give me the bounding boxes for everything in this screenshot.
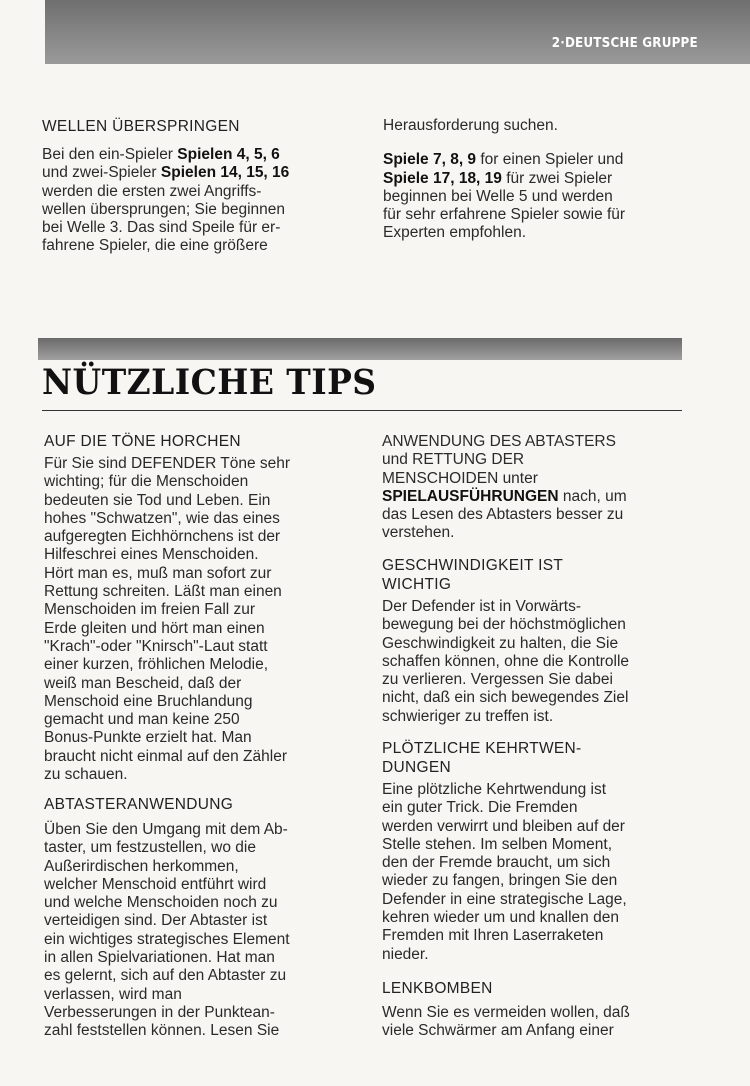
section-label: 2·DEUTSCHE GRUPPE [551, 36, 698, 51]
body-text: Wenn Sie es vermeiden wollen, daß viele Schwärmer am Anfang einer [382, 1004, 630, 1040]
emphasis-text: Spiele 17, 18, 19 [383, 169, 502, 187]
body-text: nach, um das Lesen des Abtasters besser zu verstehen. [382, 487, 627, 542]
tip-section-scanner-continued [382, 433, 702, 543]
skip-waves-left-column [42, 117, 362, 256]
tip-heading: GESCHWINDIGKEIT IST WICHTIG [382, 557, 564, 593]
emphasis-text: Spielen 14, 15, 16 [160, 164, 290, 182]
tip-heading: ABTASTERANWENDUNG [44, 796, 234, 813]
tip-text [382, 433, 702, 543]
emphasis-text: Spielen 4, 5, 6 [177, 146, 280, 163]
body-text: und zwei-Spieler [42, 164, 157, 182]
body-text: Eine plötzliche Kehrtwendung ist ein guter Trick. Die Fremden werden verwirrt und bleiben auf der Stelle stehen. Im selben Moment, den der Fremde braucht, um sich wieder zu fangen, bringen Sie den Defender in eine strategische Lage, kehren wieder um und knallen den Fremden mit Ihren Laserraketen nieder. [382, 781, 627, 963]
tip-heading: AUF DIE TÖNE HORCHEN [44, 433, 241, 450]
tip-text [382, 781, 702, 964]
skip-waves-right-text [383, 151, 703, 242]
tip-text [382, 598, 702, 726]
body-text: Für Sie sind DEFENDER Töne sehr wichting; für die Menschoiden bedeuten sie Tod und Leben. Ein hohes "Schwatzen", wie das eines aufgeregten Eichhörnchens ist der Hilfeschrei eines Menschoiden. Hört man es, muß man sofort zur Rettung schreiten. Läßt man einen Menschoiden im freien Fall zur Erde gleiten und hört man einen "Krach"-oder "Knirsch"-Laut statt einer kurzen, fröhlichen Melodie, weiß man Bescheid, daß der Menschoid eine Bruchlandung gemacht und man keine 250 Bonus-Punkte erzielt hat. Man braucht nicht einmal auf den Zähler zu schauen. [44, 455, 291, 784]
body-text: werden die ersten zwei Angriffs- wellen übersprungen; Sie beginnen bei Welle 3. Das sind Speile für er- fahrene Spieler, die eine größere [42, 182, 286, 255]
tip-text [382, 1004, 702, 1041]
skip-waves-heading: WELLEN ÜBERSPRINGEN [42, 118, 240, 135]
tips-title-rule [42, 410, 682, 411]
tip-section-speed [382, 556, 702, 726]
tips-title: NÜTZLICHE TIPS [42, 362, 377, 403]
body-text: ANWENDUNG DES ABTASTERS und RETTUNG DER MENSCHOIDEN unter [382, 433, 616, 487]
skip-waves-left-text [42, 146, 362, 256]
tip-section-listen [44, 432, 364, 784]
tip-heading: PLÖTZLICHE KEHRTWEN- DUNGEN [382, 740, 582, 776]
tip-text [44, 455, 364, 784]
tip-text [44, 821, 364, 1041]
tip-heading: LENKBOMBEN [382, 980, 493, 997]
tip-section-scanner [44, 795, 364, 1041]
tips-header-bar [38, 338, 682, 360]
body-text: Bei den ein-Spieler [42, 146, 178, 163]
skip-waves-right-column [383, 117, 703, 243]
body-text: Der Defender ist in Vorwärts- bewegung bei der höchstmöglichen Geschwindigkeit zu halten, die Sie schaffen können, ohne die Kontrolle zu verlieren. Vergessen Sie dabei nicht, daß ein sich bewegendes Ziel schwieriger zu treffen ist. [382, 598, 630, 725]
skip-waves-right-intro: Herausforderung suchen. [383, 117, 558, 134]
header-bar [45, 0, 750, 64]
body-text: for einen Spieler und [480, 151, 624, 169]
tip-section-smart-bombs [382, 979, 702, 1041]
emphasis-text: Spiele 7, 8, 9 [383, 151, 477, 169]
body-text: für zwei Spieler beginnen bei Welle 5 und werden für sehr erfahrene Spieler sowie für Experten empfohlen. [383, 169, 626, 242]
body-text: Üben Sie den Umgang mit dem Ab- taster, um festzustellen, wo die Außerirdischen herkommen, welcher Menschoid entführt wird und welche Menschoiden noch zu verteidigen sind. Der Abtaster ist ein wichtiges strategisches Element in allen Spielvariationen. Hat man es gelernt, sich auf den Abtaster zu verlassen, wird man Verbesserungen in der Punktean- zahl feststellen können. Lesen Sie [44, 821, 290, 1040]
tip-section-turn [382, 739, 702, 964]
emphasis-text: SPIELAUSFÜHRUNGEN [382, 487, 559, 505]
